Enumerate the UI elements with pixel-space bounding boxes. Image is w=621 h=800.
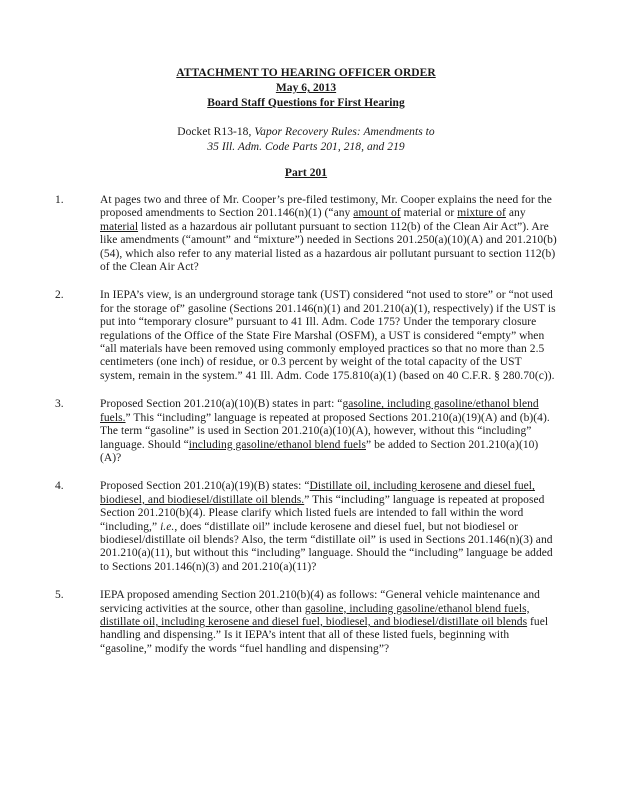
docket-block	[55, 125, 557, 154]
question-text: IEPA proposed amending Section 201.210(b)(4) as follows: “General vehicle maintenance and servicing activities at the source, other than gasoline, including gasoline/ethanol blend fuels, distillate oil, including kerosene and diesel fuel, biodiesel, and biodiesel/distillate oil blends fuel handling and dispensing.” Is it IEPA’s intent that all of these listed fuels, beginning with “gasoline,” modify the words “fuel handling and dispensing”?	[100, 589, 549, 655]
question-number: 2.	[55, 289, 64, 302]
question-text: In IEPA’s view, is an underground storage tank (UST) considered “not used to store” or “not used for the storage of” gasoline (Sections 201.146(n)(1) and 201.210(a)(1), respectively) if the UST is put into “temporary closure” pursuant to 41 Ill. Adm. Code 175? Under the temporary closure regulations of the Office of the State Fire Marshal (OSFM), a UST is considered “empty” when “all materials have been removed using commonly employed practices so that no more than 2.5 centimeters (one inch) of residue, or 0.3 percent by weight of the total capacity of the UST system, remain in the system.” 41 Ill. Adm. Code 175.810(a)(1) (based on 40 C.F.R. § 280.70(c)).	[100, 289, 556, 382]
question-text: Proposed Section 201.210(a)(19)(B) states: “Distillate oil, including kerosene and diesel fuel, biodiesel, and biodiesel/distillate oil blends.” This “including” language is repeated at proposed Section 201.210(b)(4). Please clarify which listed fuels are intended to fall within the word “including,” i.e., does “distillate oil” include kerosene and diesel fuel, but not biodiesel or biodiesel/distillate oil blends? Also, the term “distillate oil” is used in Sections 201.146(n)(3) and 201.210(a)(11), but without this “including” language. Should the “including” language be added to Sections 201.146(n)(3) and 201.210(a)(11)?	[100, 480, 553, 573]
question-number: 5.	[55, 589, 64, 602]
document-title: ATTACHMENT TO HEARING OFFICER ORDER	[176, 67, 436, 79]
questions-list	[55, 194, 557, 656]
document-subtitle: Board Staff Questions for First Hearing	[207, 97, 405, 109]
document-date: May 6, 2013	[275, 82, 337, 94]
question-2	[55, 289, 557, 383]
question-number: 1.	[55, 194, 64, 206]
question-text: Proposed Section 201.210(a)(10)(B) states in part: “gasoline, including gasoline/ethanol blend fuels.” This “including” language is repeated at proposed Sections 201.210(a)(19)(A) and (b)(4). The term “gasoline” is used in Section 201.210(a)(10)(A), however, without this “including” language. Should “including gasoline/ethanol blend fuels” be added to Section 201.210(a)(10)(A)?	[100, 398, 550, 464]
question-number: 3.	[55, 398, 64, 411]
document-header	[55, 66, 557, 181]
docket-line-1: Docket R13-18, Vapor Recovery Rules: Amendments to	[177, 126, 435, 138]
question-3	[55, 398, 557, 465]
section-heading: Part 201	[284, 167, 328, 179]
docket-line-2: 35 Ill. Adm. Code Parts 201, 218, and 219	[207, 140, 405, 153]
question-1	[55, 194, 557, 274]
question-4	[55, 480, 557, 574]
question-5	[55, 589, 557, 656]
question-number: 4.	[55, 480, 64, 493]
question-text: At pages two and three of Mr. Cooper’s pre-filed testimony, Mr. Cooper explains the need for the proposed amendments to Section 201.146(n)(1) (“any amount of material or mixture of any material listed as a hazardous air pollutant pursuant to section 112(b) of the Clean Air Act”). Are like amendments (“amount” and “mixture”) needed in Sections 201.250(a)(10)(A) and 201.210(b)(54), which also refer to any material listed as a hazardous air pollutant pursuant to section 112(b) of the Clean Air Act?	[100, 194, 557, 274]
